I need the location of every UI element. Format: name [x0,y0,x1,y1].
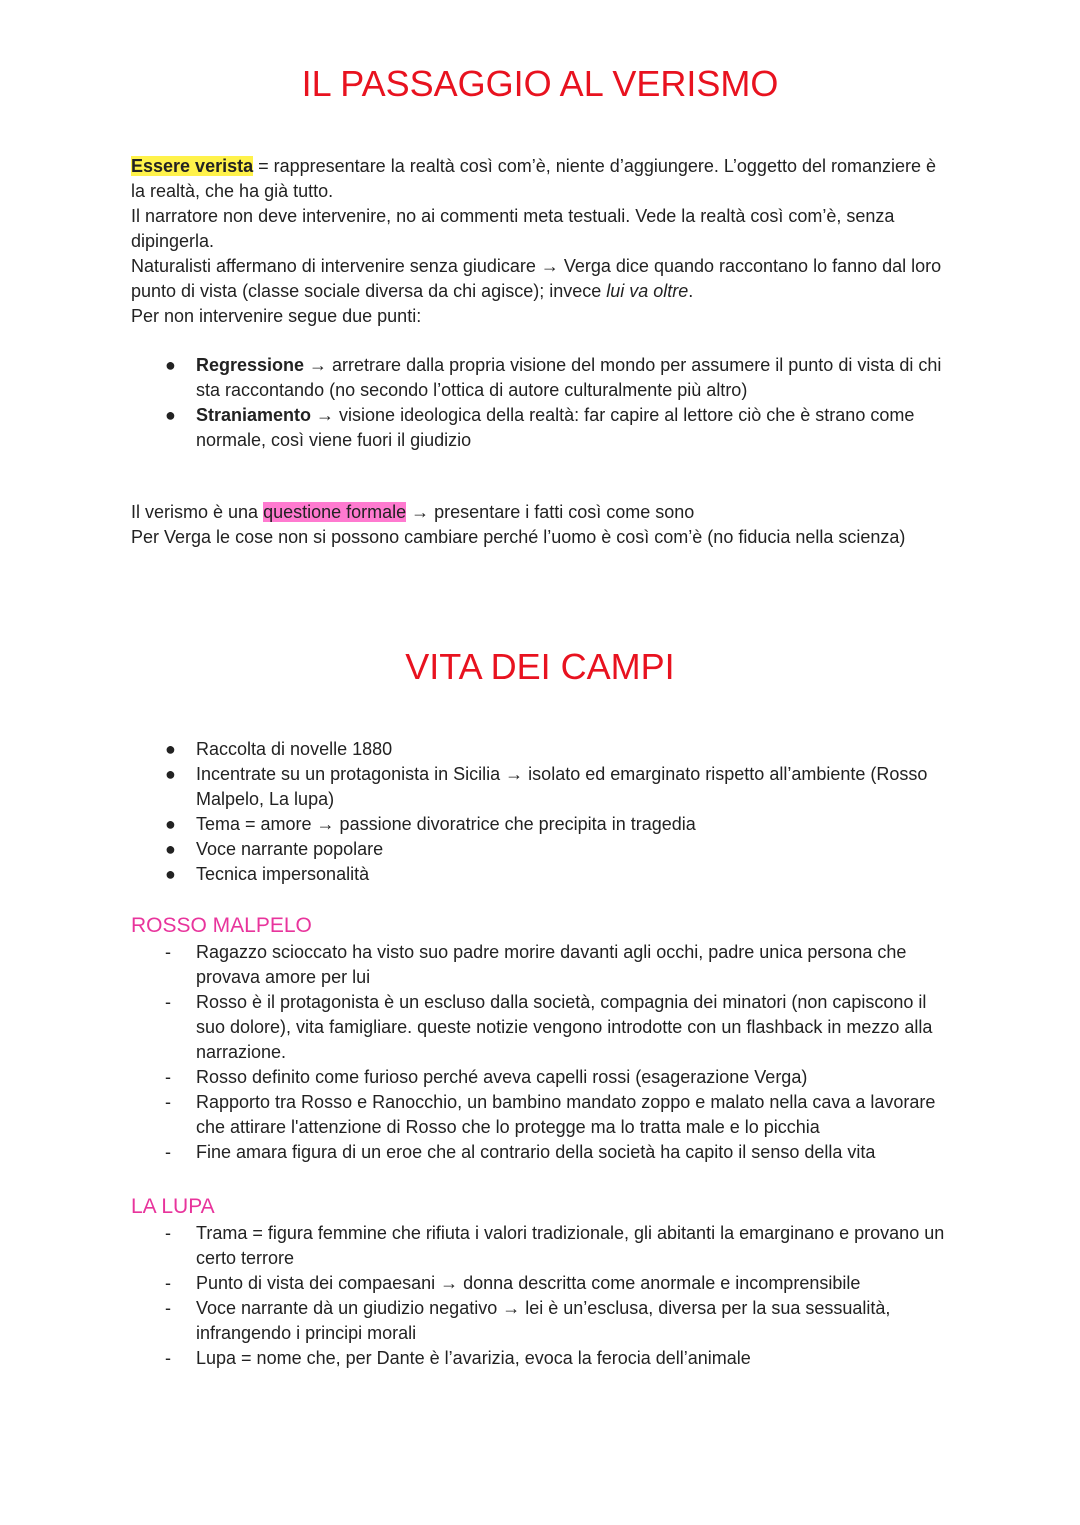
list-item: - Rapporto tra Rosso e Ranocchio, un bambino mandato zoppo e malato nella cava a lavorare che attirare l'attenzione di Rosso che lo protegge ma lo tratta male e lo picchia [165,1092,936,1137]
dash-icon: - [165,1298,171,1318]
list-item: - Rosso è il protagonista è un escluso dalla società, compagnia dei minatori (non capiscono il suo dolore), vita famigliare. queste notizie vengono introdotte con un flashback in mezzo alla narrazione. [165,992,933,1062]
highlight-questione-formale: questione formale [263,502,407,522]
points-list [131,353,951,453]
formal: Il verismo è una questione formale → presentare i fatti così come sono Per Verga le cose non si possono cambiare perché l’uomo è così com’è (no fiducia nella scienza) [131,502,906,547]
list-item: ● Incentrate su un protagonista in Sicilia → isolato ed emarginato rispetto all’ambiente (Rosso Malpelo, La lupa) [165,764,928,809]
bullet-icon: ● [165,814,176,834]
dash-icon: - [165,1092,171,1112]
dash-icon: - [165,1142,171,1162]
list-item: - Fine amara figura di un eroe che al contrario della società ha capito il senso della vita [131,1140,951,1165]
bullet-icon: ● [165,764,176,784]
campi-list [131,737,951,887]
list-item: - Trama = figura femmine che rifiuta i valori tradizionale, gli abitanti la emarginano e provano un certo terrore [165,1223,945,1268]
bullet-icon: ● [165,355,176,375]
bullet-icon: ● [165,839,176,859]
list-item: - Rosso definito come furioso perché aveva capelli rossi (esagerazione Verga) [131,1065,951,1090]
dash-icon: - [165,1273,171,1293]
bullet-icon: ● [165,864,176,884]
title-verismo: IL PASSAGGIO AL VERISMO [301,63,779,104]
heading-rosso-malpelo: ROSSO MALPELO [131,914,312,937]
list-item: - Ragazzo scioccato ha visto suo padre morire davanti agli occhi, padre unica persona che provava amore per lui [165,942,907,987]
list-item: ● Tecnica impersonalità [131,862,951,887]
dash-icon: - [165,1067,171,1087]
dash-icon: - [165,1223,171,1243]
intro: Essere verista = rappresentare la realtà così com’è, niente d’aggiungere. L’oggetto del romanziere è la realtà, che ha già tutto. Il narratore non deve intervenire, no ai commenti meta testuali. Vede la realtà così com’è, senza dipingerla. Naturalisti affermano di intervenire senza giudicare → Verga dice quando raccontano lo fanno dal loro punto di vista (classe sociale diversa da chi agisce); invece lui va oltre. Per non intervenire segue due punti: [131,156,942,326]
dash-icon: - [165,992,171,1012]
highlight-essere-verista: Essere verista [131,156,254,176]
list-item: - Voce narrante dà un giudizio negativo → lei è un’esclusa, diversa per la sua sessualità, infrangendo i principi morali [165,1298,891,1343]
list-item: ● Voce narrante popolare [131,837,951,862]
list-item: ● Raccolta di novelle 1880 [131,737,951,762]
title-vita-dei-campi: VITA DEI CAMPI [405,646,675,687]
bullet-icon: ● [165,405,176,425]
list-item: - Punto di vista dei compaesani → donna descritta come anormale e incomprensibile [131,1271,951,1296]
list-item: ● Regressione → arretrare dalla propria visione del mondo per assumere il punto di vista di chi sta raccontando (no secondo l’ottica di autore culturalmente più altro) [165,355,942,400]
dash-icon: - [165,942,171,962]
list-item: ● Straniamento → visione ideologica della realtà: far capire al lettore ciò che è strano come normale, così viene fuori il giudizio [165,405,915,450]
dash-icon: - [165,1348,171,1368]
bullet-icon: ● [165,739,176,759]
list-item: - Lupa = nome che, per Dante è l’avarizia, evoca la ferocia dell’animale [131,1346,951,1371]
lupa [131,1193,951,1371]
heading-la-lupa: LA LUPA [131,1195,215,1218]
malpelo [131,912,951,1165]
list-item: ● Tema = amore → passione divoratrice che precipita in tragedia [131,812,951,837]
